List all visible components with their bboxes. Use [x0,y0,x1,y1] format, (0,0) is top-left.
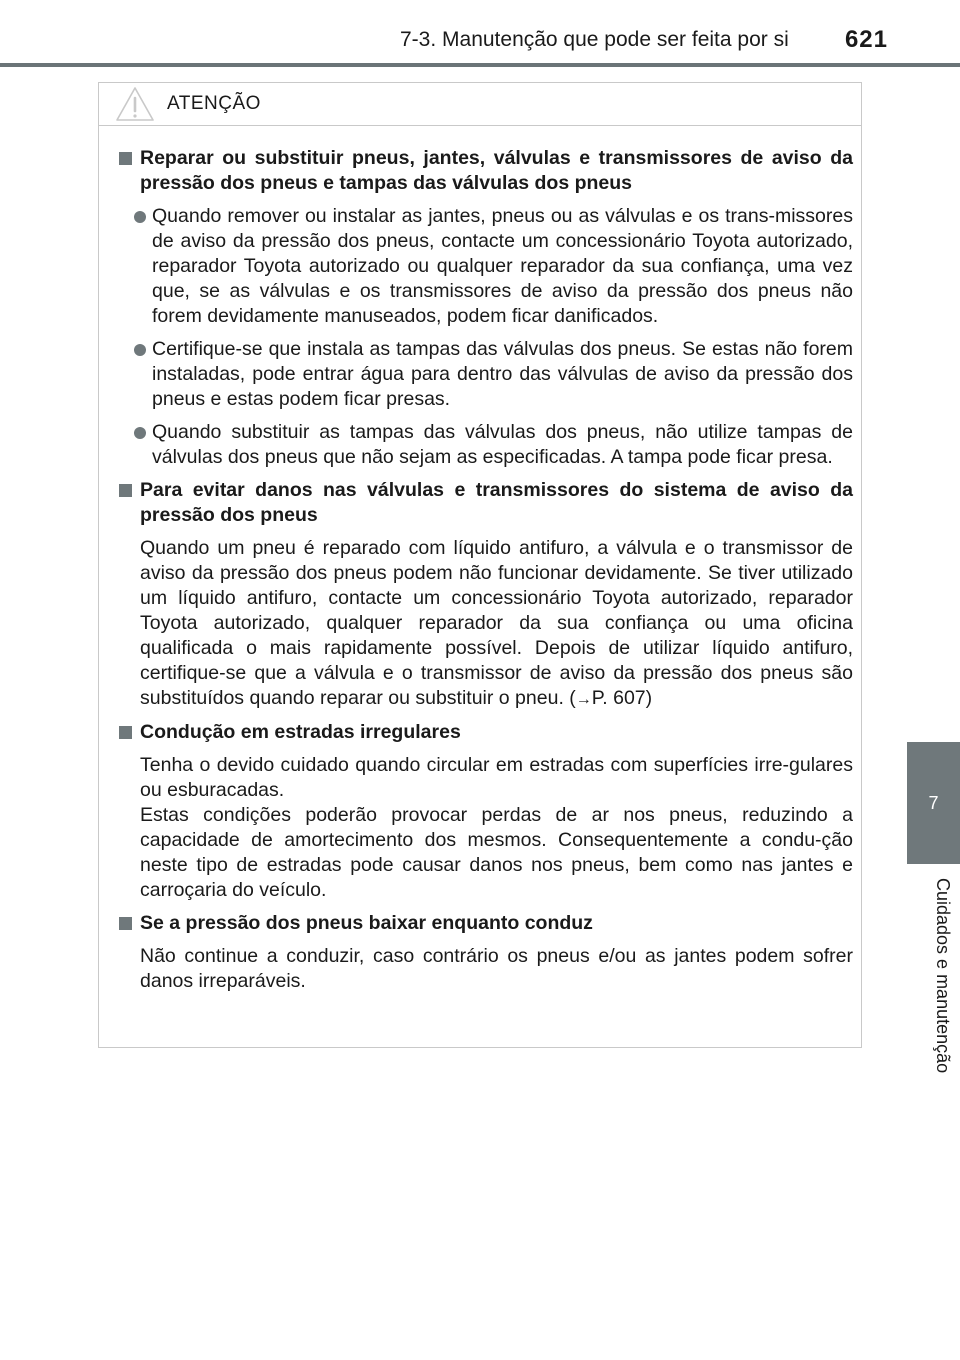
square-bullet-icon [119,917,132,930]
circle-bullet-icon [134,344,146,356]
list-item-text: Quando remover ou instalar as jantes, pneus ou as válvulas e os trans-missores de aviso da pressão dos pneus, contacte um concessionário Toyota autorizado, reparador Toyota autorizado ou qualquer reparador da sua confiança, uma vez que, se as válvulas e os transmissores de aviso da pressão dos pneus não forem devidamente manuseados, podem ficar danificados. [152,205,853,327]
section-heading-text: Para evitar danos nas válvulas e transmissores do sistema de aviso da pressão dos pneus [140,479,853,526]
section-heading-text: Condução em estradas irregulares [140,721,461,743]
list-item [134,420,853,470]
section-repair-replace [119,146,853,470]
page-reference-arrow: → [575,691,592,708]
warning-title: ATENÇÃO [167,93,261,114]
square-bullet-icon [119,152,132,165]
section-heading [119,146,853,196]
paragraph [140,753,853,903]
chapter-label [913,878,953,1110]
section-irregular-roads [119,720,853,903]
list-item-text: Quando substituir as tampas das válvulas dos pneus, não utilize tampas de válvulas dos pneus que não sejam as especificadas. A tampa pode ficar presa. [152,421,853,468]
paragraph [140,944,853,994]
circle-bullet-icon [134,427,146,439]
list-item-text: Certifique-se que instala as tampas das válvulas dos pneus. Se estas não forem instaladas, pode entrar água para dentro das válvulas de aviso da pressão dos pneus e estas podem ficar presas. [152,338,853,410]
running-header: 7-3. Manutenção que pode ser feita por si [400,28,789,51]
section-heading [119,720,853,745]
circle-bullet-icon [134,211,146,223]
paragraph [140,536,853,712]
paragraph-text: Não continue a conduzir, caso contrário os pneus e/ou as jantes podem sofrer danos irreparáveis. [140,945,853,992]
page-number: 621 [844,26,888,53]
warning-box [98,82,862,1048]
square-bullet-icon [119,484,132,497]
chapter-number: 7 [928,792,939,813]
warning-body [99,126,861,994]
chapter-tab [907,742,960,864]
paragraph-text: Tenha o devido cuidado quando circular em estradas com superfícies irre-gulares ou esburacadas. [140,754,853,801]
section-heading-text: Se a pressão dos pneus baixar enquanto conduz [140,912,593,934]
list-item [134,204,853,329]
section-heading [119,478,853,528]
header-rule [0,63,960,67]
square-bullet-icon [119,726,132,739]
warning-header [99,83,861,126]
paragraph-text: Estas condições poderão provocar perdas de ar nos pneus, reduzindo a capacidade de amortecimento dos mesmos. Consequentemente a condu-ção neste tipo de estradas pode causar danos nos pneus, bem como nas jantes e carroçaria do veículo. [140,804,853,901]
page-reference[interactable]: P. 607) [591,687,653,709]
section-heading-text: Reparar ou substituir pneus, jantes, válvulas e transmissores de aviso da pressão dos pneus e tampas das válvulas dos pneus [140,147,853,194]
paragraph-text: Quando um pneu é reparado com líquido antifuro, a válvula e o transmissor de aviso da pressão dos pneus podem não funcionar devidamente. Se tiver utilizado um líquido antifuro, contacte um concessionário Toyota autorizado, reparador Toyota autorizado, qualquer reparador da sua confiança ou uma oficina qualificada o mais rapidamente possível. Depois de utilizar líquido antifuro, certifique-se que a válvula e o transmissor de aviso da pressão dos pneus são substituídos quando reparar ou substituir o pneu. ( [140,537,853,709]
section-pressure-drop [119,911,853,994]
section-avoid-damage [119,478,853,712]
chapter-label-text: Cuidados e manutenção [933,878,953,1074]
warning-triangle-icon [115,86,155,122]
list-item [134,337,853,412]
section-heading [119,911,853,936]
